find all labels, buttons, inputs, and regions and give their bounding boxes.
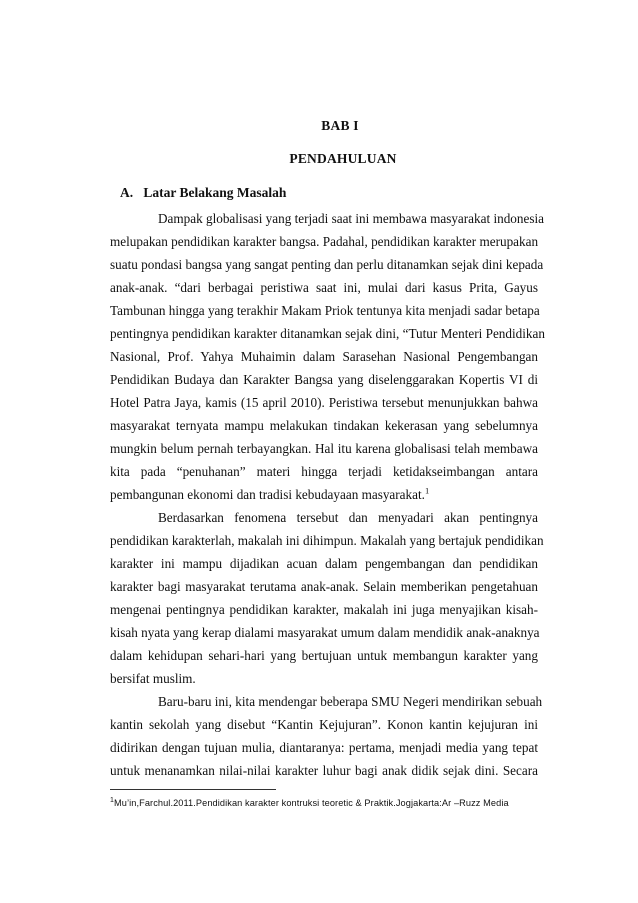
text-line: Pendidikan Budaya dan Karakter Bangsa yang diselenggarakan Kopertis VI di — [110, 372, 538, 387]
chapter-title: PENDAHULUAN — [289, 151, 397, 166]
section-title: Latar Belakang Masalah — [143, 185, 287, 200]
footnote-reference[interactable]: 1 — [424, 485, 430, 496]
text-line: mengenai pentingnya pendidikan karakter, makalah ini juga menyajikan kisah- — [110, 602, 538, 617]
text-line: mungkin belum pernah terbayangkan. Hal itu karena globalisasi telah membawa — [110, 441, 538, 456]
footnote-text: Mu’in,Farchul.2011.Pendidikan karakter kontruksi teoretic & Praktik.Jogjakarta:Ar –Ruzz Media — [114, 798, 509, 808]
footnote-divider — [110, 789, 276, 790]
text-line: didirikan dengan tujuan mulia, diantaranya: pertama, menjadi media yang tepat — [110, 740, 538, 755]
footnote-number: 1 — [110, 796, 114, 804]
footnote — [110, 798, 540, 808]
text-line: Dampak globalisasi yang terjadi saat ini membawa masyarakat indonesia — [158, 211, 544, 226]
text-line: Nasional, Prof. Yahya Muhaimin dalam Sarasehan Nasional Pengembangan — [110, 349, 538, 364]
text-line: pentingnya pendidikan karakter ditanamkan sejak dini, “Tutur Menteri Pendidikan — [110, 326, 545, 341]
text-line: kita pada “penuhanan” materi hingga terjadi ketidakseimbangan antara — [110, 464, 538, 479]
text-line: anak-anak. “dari berbagai peristiwa saat ini, mulai dari kasus Prita, Gayus — [110, 280, 538, 295]
text-line: suatu pondasi bangsa yang sangat penting dan perlu ditanamkan sejak dini kepada — [110, 257, 544, 272]
text-line: karakter bagi masyarakat terutama anak-anak. Selain memberikan pengetahuan — [110, 579, 538, 594]
text-line: dalam kehidupan sehari-hari yang bertujuan untuk membangun karakter yang — [110, 648, 538, 663]
text-line: kantin sekolah yang disebut “Kantin Kejujuran”. Konon kantin kejujuran ini — [110, 717, 538, 732]
section-heading — [120, 185, 286, 201]
text-line: kisah nyata yang kerap dialami masyarakat umum dalam mendidik anak-anaknya — [110, 625, 540, 640]
text-line: Hotel Patra Jaya, kamis (15 april 2010). Peristiwa tersebut menunjukkan bahwa — [110, 395, 538, 410]
chapter-label: BAB I — [321, 118, 359, 133]
text-line: Tambunan hingga yang terakhir Makam Priok tentunya kita menjadi sadar betapa — [110, 303, 540, 318]
text-line: pendidikan karakterlah, makalah ini dihimpun. Makalah yang bertajuk pendidikan — [110, 533, 544, 548]
text-line: pembangunan ekonomi dan tradisi kebudayaan masyarakat. — [110, 487, 425, 502]
text-line: Berdasarkan fenomena tersebut dan menyadari akan pentingnya — [158, 510, 538, 525]
text-line: karakter ini mampu dijadikan acuan dalam pengembangan dan pendidikan — [110, 556, 538, 571]
section-marker: A. — [120, 185, 134, 200]
text-line: Baru-baru ini, kita mendengar beberapa SMU Negeri mendirikan sebuah — [158, 694, 543, 709]
text-line: untuk menanamkan nilai-nilai karakter luhur bagi anak didik sejak dini. Secara — [110, 763, 538, 778]
text-line: masyarakat ternyata mampu melakukan tindakan kekerasan yang sebelumnya — [110, 418, 538, 433]
text-line: bersifat muslim. — [110, 671, 196, 686]
text-line: melupakan pendidikan karakter bangsa. Padahal, pendidikan karakter merupakan — [110, 234, 539, 249]
text-line-with-footnote — [110, 487, 538, 503]
